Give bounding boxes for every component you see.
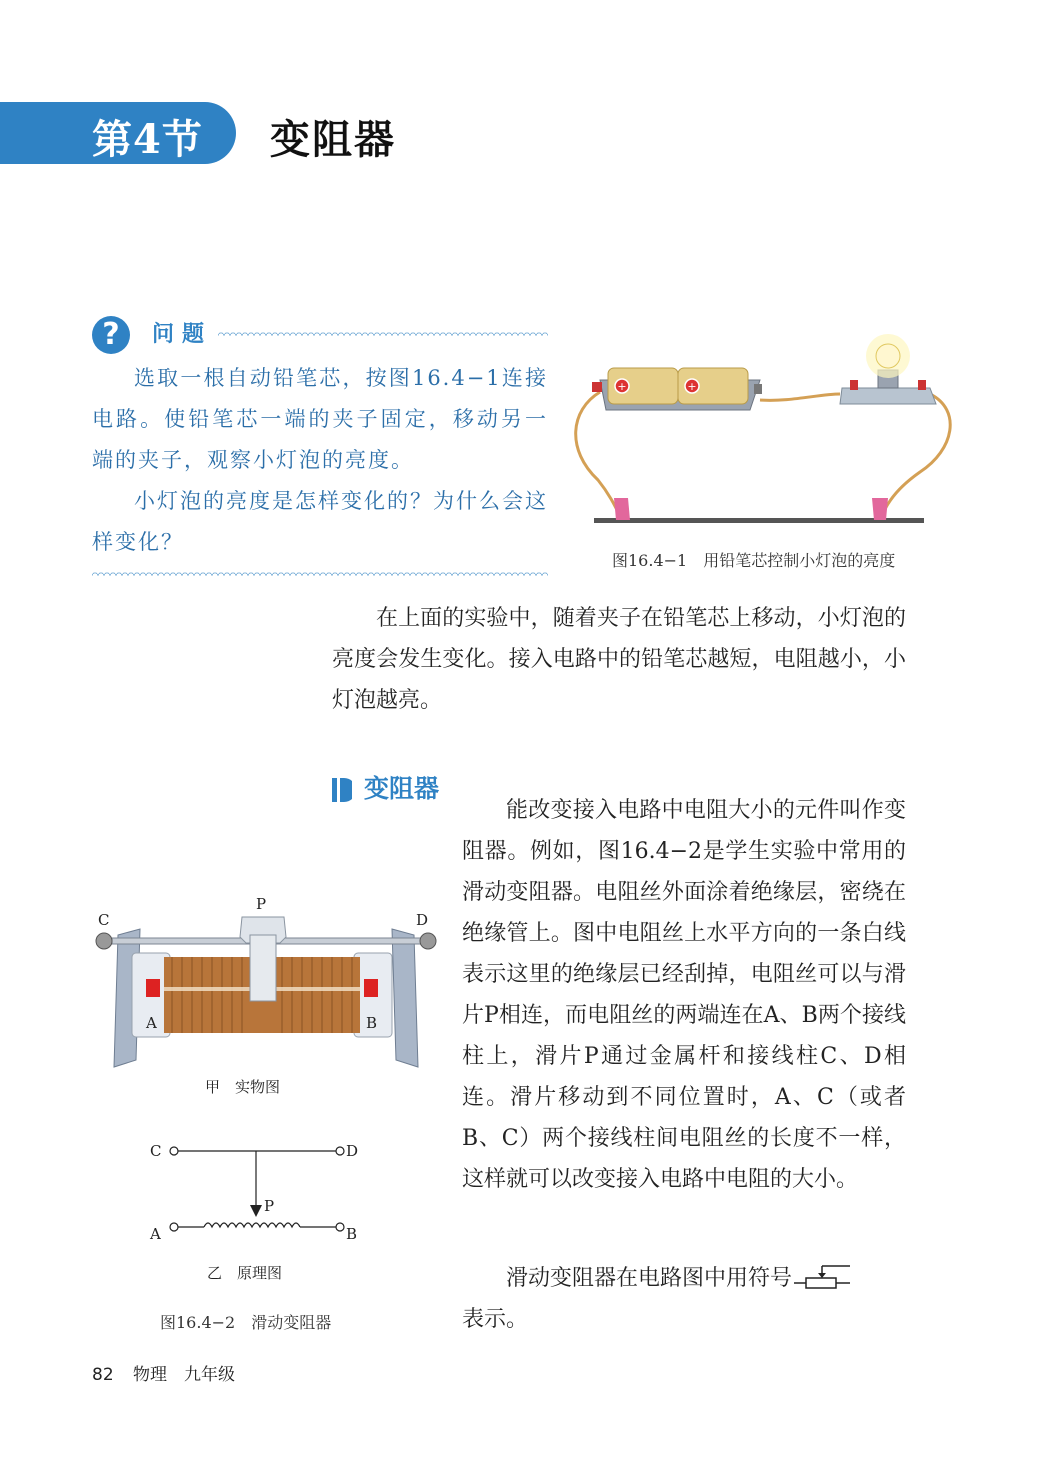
svg-text:+: + xyxy=(617,380,627,393)
figure2-caption: 图16.4−2 滑动变阻器 xyxy=(160,1313,332,1332)
question-bottom-border xyxy=(92,570,548,578)
schematic-label-D: D xyxy=(346,1142,359,1160)
question-paragraph-1: 选取一根自动铅笔芯，按图16.4−1连接电路。使铅笔芯一端的夹子固定，移动另一端的夹子，观察小灯泡的亮度。 xyxy=(92,366,548,472)
figure-rheostat-schematic xyxy=(140,1135,380,1245)
schematic-label-C: C xyxy=(150,1142,162,1160)
paragraph-3 xyxy=(462,1258,906,1340)
section-number: 第4节 xyxy=(92,116,203,163)
figure1-caption: 图16.4−1 用铅笔芯控制小灯泡的亮度 xyxy=(612,551,896,570)
rheostat-symbol-icon xyxy=(792,1263,852,1293)
question-label: 问题 xyxy=(152,322,213,347)
schematic-label-A: A xyxy=(150,1225,161,1243)
page-footer xyxy=(92,1360,235,1385)
label-D: D xyxy=(416,911,429,929)
paragraph-3-after: 表示。 xyxy=(462,1307,529,1332)
subsection-title: 变阻器 xyxy=(364,774,440,803)
question-text xyxy=(92,358,548,563)
figure-pencil-lead-circuit xyxy=(570,330,960,535)
label-C: C xyxy=(98,911,110,929)
question-top-border xyxy=(218,330,548,338)
label-B: B xyxy=(366,1014,378,1032)
subhead-marker-icon xyxy=(332,778,352,802)
schematic-label-B: B xyxy=(346,1225,358,1243)
paragraph-1 xyxy=(332,598,906,721)
label-P: P xyxy=(256,895,267,913)
paragraph-2-text: 能改变接入电路中电阻大小的元件叫作变阻器。例如，图16.4−2是学生实验中常用的滑动变阻器。电阻丝外面涂着绝缘层，密绕在绝缘管上。图中电阻丝上水平方向的一条白线表示这里的绝缘层已经刮掉，电阻丝可以与滑片P相连，而电阻丝的两端连在A、B两个接线柱上，滑片P通过金属杆和接线柱C、D相连。滑片移动到不同位置时，A、C（或者B、C）两个接线柱间电阻丝的长度不一样，这样就可以改变接入电路中电阻的大小。 xyxy=(462,798,906,1192)
footer-subject: 物理 九年级 xyxy=(133,1365,236,1385)
paragraph-1-text: 在上面的实验中，随着夹子在铅笔芯上移动，小灯泡的亮度会发生变化。接入电路中的铅笔芯越短，电阻越小，小灯泡越亮。 xyxy=(332,606,906,713)
question-icon: ? xyxy=(92,316,130,354)
question-paragraph-2: 小灯泡的亮度是怎样变化的？为什么会这样变化？ xyxy=(92,489,548,554)
label-A: A xyxy=(146,1014,157,1032)
section-title: 变阻器 xyxy=(270,116,396,163)
schematic-label-P: P xyxy=(264,1197,275,1215)
paragraph-3-before: 滑动变阻器在电路图中用符号 xyxy=(506,1266,793,1291)
figure2-sub-a: 甲 实物图 xyxy=(205,1078,281,1096)
page-number: 82 xyxy=(92,1365,114,1385)
paragraph-2 xyxy=(462,790,906,1200)
svg-text:+: + xyxy=(687,380,697,393)
figure2-sub-b: 乙 原理图 xyxy=(207,1264,283,1282)
figure-rheostat-photo xyxy=(92,895,442,1075)
